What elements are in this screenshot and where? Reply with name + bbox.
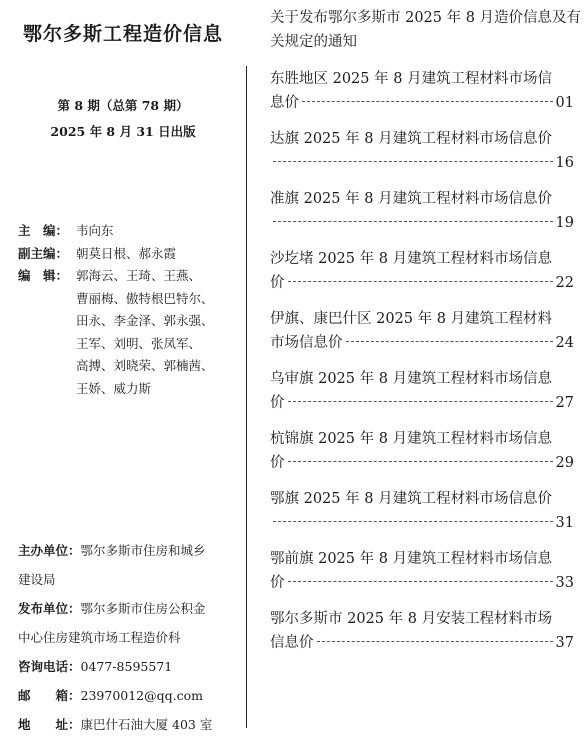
editorial-staff [18,220,246,400]
sponsor-label: 主办单位： [18,543,81,558]
staff-row [18,265,246,288]
staff-row [18,355,246,378]
toc-entry[interactable] [270,307,574,355]
issuer-value: 鄂尔多斯市住房公积金 [80,601,206,616]
dot-leader [273,221,553,222]
dot-leader [302,101,553,102]
toc-entry-title: 达旗 2025 年 8 月建筑工程材料市场信息价 [270,131,553,147]
toc-entry-title: 伊旗、康巴什区 2025 年 8 月建筑工程材料 [270,311,553,327]
issuer-row [18,594,212,623]
staff-row [18,378,246,401]
staff-value: 朝莫日根、郝永霞 [76,245,177,261]
toc-page-number: 19 [555,215,574,231]
toc-entry-title: 沙圪堵 2025 年 8 月建筑工程材料市场信息 [270,251,553,267]
staff-label [18,333,76,356]
toc-entry[interactable] [270,427,574,475]
toc-entry-title: 鄂前旗 2025 年 8 月建筑工程材料市场信息 [270,551,553,567]
publication-date: 2025 年 8 月 31 日出版 [50,124,196,139]
address-label: 地 址： [18,717,81,732]
toc-page-number: 27 [555,395,574,411]
staff-label [18,378,76,401]
sponsor-value-cont: 建设局 [18,572,56,587]
sponsor-value: 鄂尔多斯市住房和城乡 [80,543,206,558]
dot-leader [273,161,553,162]
toc-page-number: 29 [555,455,574,471]
toc-entry-title-cont: 市场信息价 [270,335,343,351]
phone-row [18,652,212,681]
issue-number: 第 8 期（总第 78 期） [57,98,189,113]
staff-value: 王军、刘明、张凤军、 [76,335,202,351]
sponsor-row [18,536,212,565]
toc-page-number: 37 [555,635,574,651]
toc-entry[interactable] [270,127,574,175]
dot-leader [317,641,553,642]
address-value: 康巴什石油大厦 403 室 [80,717,213,732]
staff-row [18,220,246,243]
staff-label [18,288,76,311]
staff-label: 主 编： [18,223,69,238]
dot-leader [288,461,553,462]
masthead-column [0,0,246,732]
staff-label [18,310,76,333]
toc-entry[interactable] [270,547,574,595]
toc-page-number: 31 [555,515,574,531]
toc-entry-title: 鄂旗 2025 年 8 月建筑工程材料市场信息价 [270,491,553,507]
staff-label [18,355,76,378]
staff-row [18,333,246,356]
toc-entry[interactable] [270,367,574,415]
email-value[interactable]: 23970012@qq.com [80,688,203,703]
staff-value: 郭海云、王琦、王燕、 [76,268,202,283]
staff-value: 韦向东 [76,223,114,238]
toc-page-number: 33 [555,575,574,591]
toc-entry-title-cont: 价 [270,575,285,591]
phone-label: 咨询电话： [18,659,81,674]
email-label: 邮 箱： [18,688,81,703]
toc-entry-title: 鄂尔多斯市 2025 年 8 月安装工程材料市场 [270,611,553,627]
address-row [18,710,212,739]
toc-entry[interactable] [270,187,574,235]
dot-leader [288,281,553,282]
publication-title: 鄂尔多斯工程造价信息 [22,23,223,45]
staff-value: 王娇、威力斯 [76,380,152,396]
staff-row [18,288,246,311]
toc-page-number: 22 [555,275,574,291]
toc-entry-title: 乌审旗 2025 年 8 月建筑工程材料市场信息 [270,371,553,387]
toc-entry-title: 东胜地区 2025 年 8 月建筑工程材料市场信 [270,71,553,87]
toc-entry[interactable] [270,247,574,295]
toc-entry-title-cont: 价 [270,395,285,411]
staff-value: 高搏、刘晓荣、郭楠茜、 [76,358,214,373]
staff-value: 田永、李金泽、郭永强、 [76,313,214,328]
toc-entry-title-cont: 息价 [270,95,299,111]
toc-entry[interactable] [270,487,574,535]
staff-row [18,310,246,333]
email-row [18,681,212,710]
toc-page-number: 24 [555,335,574,351]
toc-entry[interactable] [270,67,574,115]
staff-row [18,243,246,266]
toc-entry-title-cont: 价 [270,455,285,471]
toc-page-number: 16 [555,155,574,171]
toc-notice[interactable]: 关于发布鄂尔多斯市 2025 年 8 月造价信息及有关规定的通知 [270,10,582,50]
toc-entry-title: 杭锦旗 2025 年 8 月建筑工程材料市场信息 [270,431,553,447]
issuer-value-cont: 中心住房建筑市场工程造价科 [18,630,181,645]
table-of-contents [258,0,588,728]
dot-leader [346,341,553,342]
toc-page-number: 01 [555,95,574,111]
toc-entry-title-cont: 价 [270,275,285,291]
staff-label: 副主编： [18,245,69,261]
toc-entry-title-cont: 信息价 [270,635,314,651]
dot-leader [288,401,553,402]
dot-leader [288,581,553,582]
column-divider [246,66,247,728]
publisher-info [18,536,212,739]
staff-label: 编 辑： [18,268,69,283]
phone-value: 0477-8595571 [80,659,173,674]
toc-entry[interactable] [270,607,574,655]
dot-leader [273,521,553,522]
staff-value: 曹丽梅、傲特根巴特尔、 [76,290,214,306]
issuer-label: 发布单位： [18,601,81,616]
toc-entry-title: 准旗 2025 年 8 月建筑工程材料市场信息价 [270,191,553,207]
